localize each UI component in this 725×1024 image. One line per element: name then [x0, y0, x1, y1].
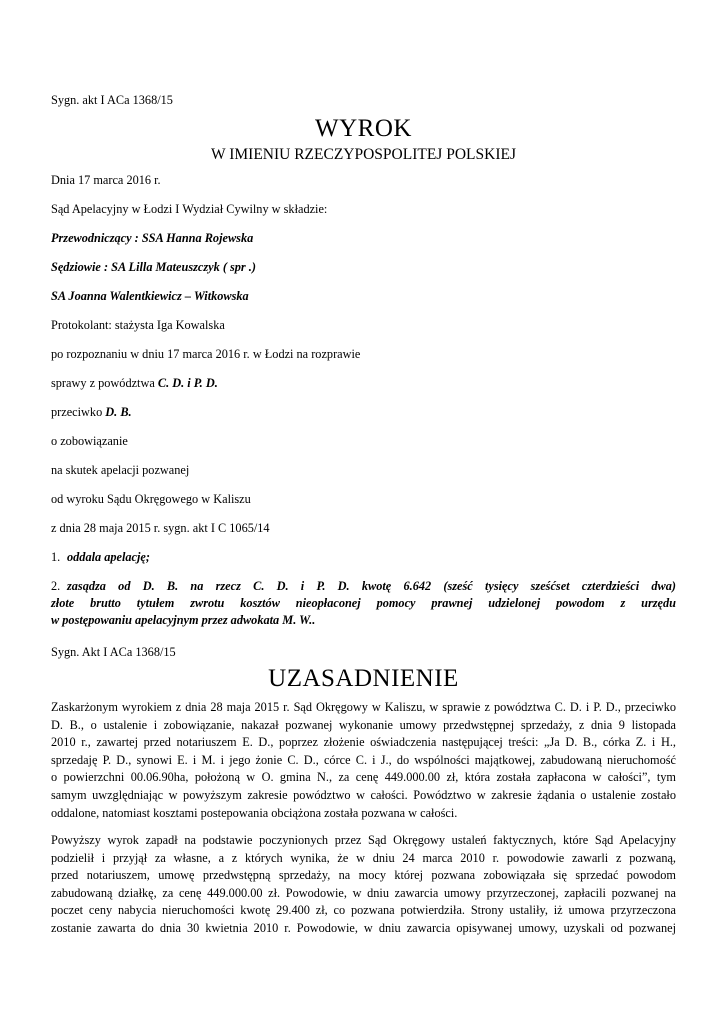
paragraph-line: Zaskarżonym wyrokiem z dnia 28 maja 2015 r. Sąd Okręgowy w Kaliszu, w sprawie z powództwa C. D. i P. D., przeciwko [51, 700, 676, 714]
paragraph-line: podzielił i przyjął za własne, a z których wynika, że w dniu 24 marca 2010 r. powodowie zawarli z pozwaną, [51, 850, 676, 865]
court-name: Sąd Apelacyjny w Łodzi I Wydział Cywilny w składzie: [51, 202, 328, 216]
case-from-prefix: sprawy z powództwa [51, 376, 158, 390]
hearing-info: po rozpoznaniu w dniu 17 marca 2016 r. w Łodzi na rozprawie [51, 347, 361, 361]
document-subtitle: W IMIENIU RZECZYPOSPOLITEJ POLSKIEJ [211, 146, 516, 163]
case-signature-2: Sygn. Akt I ACa 1368/15 [51, 645, 176, 659]
justification-paragraph-1 [51, 699, 676, 822]
lower-court-judgment: od wyroku Sądu Okręgowego w Kaliszu [51, 492, 251, 506]
paragraph-line: Powyższy wyrok zapadł na podstawie poczynionych przez Sąd Okręgowy ustaleń faktycznych, które Sąd Apelacyjny [51, 833, 676, 847]
presiding-judge: Przewodniczący : SSA Hanna Rojewska [51, 231, 254, 245]
appeal-info: na skutek apelacji pozwanej [51, 463, 190, 477]
justification-title: UZASADNIENIE [268, 665, 459, 692]
paragraph-line: samym uwzględniając w powyższym zakresie powództwo w całości. Powództwo w zakresie żądania o ustalenie zostało [51, 787, 676, 802]
lower-court-date: z dnia 28 maja 2015 r. sygn. akt I C 1065/14 [51, 521, 270, 535]
paragraph-line: zostanie zawarta do dnia 30 kwietnia 2010 r. Powodowie, w dniu zawarcia opisywanej umowy, uzyskali od pozwanej [51, 920, 676, 935]
judgment-date: Dnia 17 marca 2016 r. [51, 173, 161, 187]
court-clerk: Protokolant: stażysta Iga Kowalska [51, 318, 225, 332]
paragraph-line: sprzedaję P. D., synowi E. i M. i jego żonie C. D., córce C. i J., do wspólności majątkowej, zabudowaną nieruchomość [51, 752, 676, 767]
ruling-1-text: oddala apelację; [67, 550, 150, 564]
ruling-2-line: 2. zasądza od D. B. na rzecz C. D. i P. D. kwotę 6.642 (sześć tysięcy sześćset czterdzieści dwa) [51, 579, 676, 593]
case-subject: o zobowiązanie [51, 434, 128, 448]
defendant: D. B. [105, 405, 132, 419]
paragraph-line: przed notariuszem, umowę przedwstępną sprzedaży, na mocy której pozwana zobowiązała się sprzedać powodom [51, 868, 676, 883]
paragraph-line: D. B., o ustalenie i zobowiązanie, nakazał pozwanej wykonanie umowy przedwstępnej sprzedaży, z dnia 9 listopada [51, 717, 676, 732]
document-title: WYROK [315, 115, 412, 142]
paragraph-line: poczet ceny nabycia nieruchomości kwotę 29.400 zł, co pozwana potwierdziła. Strony ustaliły, iż umowa przyrzeczona [51, 903, 676, 918]
ruling-2-number: 2. [51, 579, 61, 593]
paragraph-line: o powierzchni 00.06.90ha, położoną w O. gmina N., za cenę 449.000.00 zł, która została zapłacona w całości”, tym [51, 770, 676, 785]
case-plaintiffs-line [51, 376, 218, 391]
judge-second: SA Joanna Walentkiewicz – Witkowska [51, 289, 249, 303]
against-prefix: przeciwko [51, 405, 106, 419]
case-signature: Sygn. akt I ACa 1368/15 [51, 93, 173, 107]
justification-paragraph-2 [51, 832, 676, 938]
ruling-1 [51, 550, 150, 565]
paragraph-line: 2010 r., zawartej przed notariuszem E. D., poprzez złożenie oświadczenia następującej treści: „Ja D. B., córka Z. i H., [51, 735, 676, 750]
paragraph-line: zabudowaną działkę, za cenę 449.000.00 zł. Powodowie, w dniu zawarcia umowy przyrzeczonej, zapłacili pozwanej na [51, 885, 676, 900]
ruling-2-line: w postępowaniu apelacyjnym przez adwokata M. W.. [51, 613, 316, 627]
ruling-2 [51, 578, 676, 629]
paragraph-line: oddalone, natomiast kosztami postepowania obciążona została pozwana w całości. [51, 805, 458, 820]
plaintiffs: C. D. i P. D. [157, 376, 218, 390]
ruling-2-line: złote brutto tytułem zwrotu kosztów nieopłaconej pomocy prawnej udzielonej powodom z urzędu [51, 596, 676, 610]
case-defendant-line [51, 405, 132, 420]
judges: Sędziowie : SA Lilla Mateuszczyk ( spr .) [51, 260, 256, 274]
ruling-1-number: 1. [51, 550, 61, 564]
